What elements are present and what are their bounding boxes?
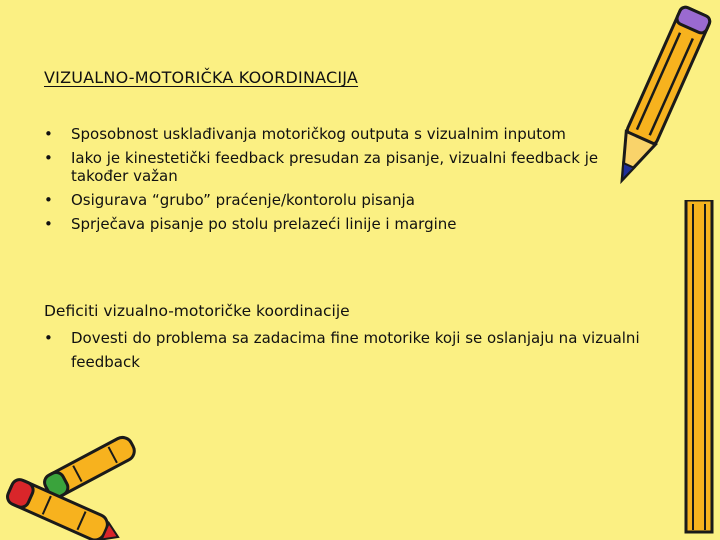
bullet-marker: • <box>44 215 53 233</box>
list-item <box>44 326 644 374</box>
bullet-text: Iako je kinestetički feedback presudan za pisanje, vizualni feedback je također važan <box>71 149 599 185</box>
bullet-marker: • <box>44 149 53 167</box>
list-item <box>44 188 624 212</box>
bullet-list <box>44 122 624 236</box>
bullet-text: Dovesti do problema sa zadacima fine motorike koji se oslanjaju na vizualni feedback <box>71 329 640 371</box>
bullet-marker: • <box>44 329 53 347</box>
pencil-icon <box>678 200 720 540</box>
bullet-text: Osigurava “grubo” praćenje/kontorolu pisanja <box>71 191 415 209</box>
pencil-icon <box>600 0 715 200</box>
sub-bullet-list <box>44 326 644 374</box>
section-heading: Deficiti vizualno-motoričke koordinacije <box>44 302 350 320</box>
list-item <box>44 212 624 236</box>
bullet-marker: • <box>44 125 53 143</box>
bullet-text: Sprječava pisanje po stolu prelazeći linije i margine <box>71 215 457 233</box>
bullet-text: Sposobnost usklađivanja motoričkog outputa s vizualnim inputom <box>71 125 566 143</box>
bullet-marker: • <box>44 191 53 209</box>
slide-title: VIZUALNO-MOTORIČKA KOORDINACIJA <box>44 68 359 87</box>
list-item <box>44 122 624 146</box>
crayons-icon <box>0 430 150 540</box>
list-item <box>44 146 624 188</box>
